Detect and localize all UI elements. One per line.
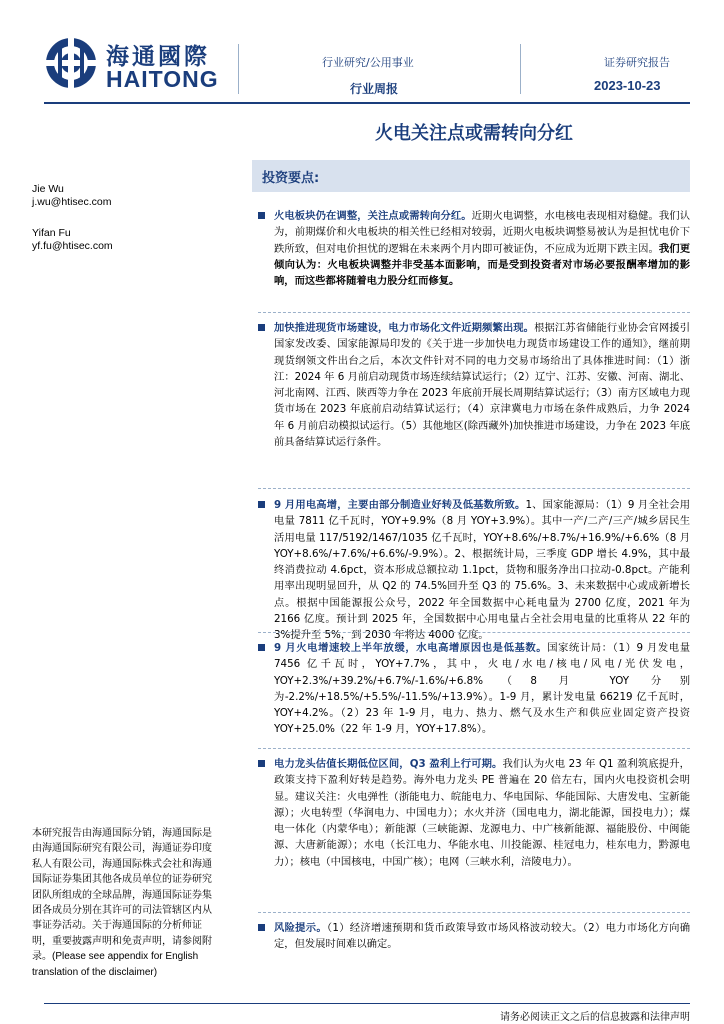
section-text: 1、国家能源局：（1）9 月全社会用电量 7811 亿千瓦时，YOY+9.9%（8 月 YOY+3.9%）。其中一产/二产/三产/城乡居民生活用电量 117/5192/1467/1035 亿千瓦时，YOY+8.6%/+8.7%/+16.9%/+6.6%（8 月 YOY+8.6%/+7.6%/+6.6%/-9.9%）。2、根据统计局，三季度 GDP 增长 4.9%，其中最终消费拉动 4.6pct，资本形成总额拉动 1.1pct，货物和服务净出口拉动-0.8pct。产能利用率出现明显回升，从 Q2 的 74.5%回升至 Q3 的 75.6%。3、未来数据中心或成新增长点。根据中国能源报公众号，2022 年全国数据中心耗电量为 2700 亿度，2021 年为 2166 亿度。预计到 2025 年，全国数据中心用电量占全社会用电量的比重将从 22 年的 3%提升至 5%，到 2030 年将达 4000 亿度。 [274, 499, 690, 642]
section-heading: 9 月用电高增，主要由部分制造业好转及低基数所致。 [274, 499, 526, 511]
author-email[interactable]: j.wu@htisec.com [32, 196, 112, 208]
haitong-logo-icon [44, 36, 98, 90]
report-category: 行业研究/公用事业 [322, 56, 414, 69]
section-text: 根据江苏省储能行业协会官网援引国家发改委、国家能源局印发的《关于进一步加快电力现货市场建设工作的通知》，继前期现货纲领文件出台之后，本次文件针对不同的电力交易市场给出了具体推进时间：（1）浙江：2024 年 6 月前启动现货市场连续结算试运行；（2）辽宁、江苏、安徽、河南、湖北、河北南网、江西、陕西等力争在 2023 年底前开展长周期结算试运行；（3）南方区域电力现货市场在 2023 年底前启动结算试运行；（4）京津冀电力市场在条件成熟后，力争 2024 年 6 月前启动模拟试运行。（5）其他地区(除西藏外)加快推进市场建设，力争在 2023 年底前具备结算试运行条件。 [274, 322, 691, 449]
investment-highlights-label: 投资要点: [262, 171, 320, 186]
author [32, 183, 113, 209]
section-heading: 电力龙头估值长期低位区间，Q3 盈利上行可期。 [274, 758, 503, 770]
section-body [274, 640, 690, 738]
square-bullet-icon [258, 760, 265, 767]
disclaimer-english: (Please see appendix for English translation of the disclaimer) [32, 951, 199, 978]
square-bullet-icon [258, 501, 265, 508]
square-bullet-icon [258, 644, 265, 651]
section-divider [258, 488, 690, 489]
section-body [274, 208, 690, 289]
author-list [32, 183, 113, 271]
author [32, 227, 113, 253]
highlight-section [258, 756, 690, 870]
square-bullet-icon [258, 924, 265, 931]
section-text: 近期火电调整，水电核电表现相对稳健。我们认为，前期煤价和火电板块的相关性已经相对较弱，近期火电板块调整易被认为是担忧电价下跌所致，但对电价担忧的逻辑在未来两个月内即可被证伪，不应成为近期下跌主因。 [274, 210, 691, 255]
header-divider [520, 44, 521, 94]
section-body [274, 920, 690, 953]
highlight-section [258, 640, 690, 738]
report-header [0, 0, 724, 110]
section-body [274, 320, 690, 450]
report-type: 证券研究报告 [604, 56, 670, 69]
disclaimer-note [32, 826, 212, 980]
section-divider [258, 748, 690, 749]
section-body [274, 497, 690, 644]
disclaimer-chinese: 本研究报告由海通国际分销，海通国际是由海通国际研究有限公司，海通证券印度私人有限公司，海通国际株式会社和海通国际证券集团其他各成员单位的证券研究团队所组成的全球品牌，海通国际证券集团各成员分别在其许可的司法管辖区内从事证券活动。关于海通国际的分析师证明，重要披露声明和免责声明，请参阅附录。 [32, 828, 212, 963]
section-heading: 火电板块仍在调整，关注点或需转向分红。 [274, 210, 472, 222]
highlight-section [258, 320, 690, 450]
square-bullet-icon [258, 212, 265, 219]
section-heading: 加快推进现货市场建设，电力市场化文件近期频繁出现。 [274, 322, 535, 334]
author-email[interactable]: yf.fu@htisec.com [32, 240, 113, 252]
author-name: Yifan Fu [32, 227, 71, 239]
section-text: 我们认为火电 23 年 Q1 盈利筑底提升，政策支持下盈利好转是趋势。海外电力龙头 PE 普遍在 20 倍左右，国内火电投资机会明显。建议关注：火电弹性（浙能电力、皖能电力、华电国际、华能国际、大唐发电、宝新能源）；火电转型（华润电力、中国电力）；水火并济（国电电力，湖北能源，国投电力）；煤电一体化（内蒙华电）；新能源（三峡能源、龙源电力、中广核新能源、福能股份、中闽能源、大唐新能源）；水电（长江电力、华能水电、川投能源、桂冠电力，桂东电力，黔源电力）；核电（中国核电，中国广核）；电网（三峡水利，涪陵电力）。 [274, 758, 690, 868]
section-heading: 9 月火电增速较上半年放缓，水电高增原因也是低基数。 [274, 642, 548, 654]
square-bullet-icon [258, 324, 265, 331]
header-divider [238, 44, 239, 94]
report-title: 火电关注点或需转向分红 [375, 123, 573, 144]
highlight-section [258, 208, 690, 289]
section-divider [258, 912, 690, 913]
logo-chinese-name: 海通國際 [106, 44, 210, 70]
report-kind: 行业周报 [350, 82, 399, 96]
section-text: （1）经济增速预期和货币政策导致市场风格波动较大。（2）电力市场化方向确定，但发展时间难以确定。 [274, 922, 690, 951]
section-divider [258, 632, 690, 633]
highlight-section [258, 920, 690, 953]
section-body [274, 756, 690, 870]
logo-english-name: HAITONG [106, 66, 219, 92]
highlight-section [258, 497, 690, 644]
footer-rule [44, 1003, 690, 1004]
author-name: Jie Wu [32, 183, 64, 195]
section-emphasis: 我们更倾向认为：火电板块调整并非受基本面影响，而是受到投资者对市场必要报酬率增加的影响，而这些都将随着电力股分红而修复。 [274, 242, 691, 288]
footer-notice: 请务必阅读正文之后的信息披露和法律声明 [500, 1012, 690, 1023]
header-rule [44, 102, 690, 104]
section-heading: 风险提示。 [274, 922, 327, 934]
section-divider [258, 312, 690, 313]
report-date: 2023-10-23 [594, 78, 661, 93]
section-text: 国家统计局：（1）9 月发电量 7456 亿千瓦时，YOY+7.7%，其中，火电/水电/核电/风电/光伏发电，YOY+2.3%/+39.2%/+6.7%/-1.6%/+6.8%（8 月 YOY 分别为-2.2%/+18.5%/+5.5%/-11.5%/+13.9%）。1-9 月，累计发电量 66219 亿千瓦时，YOY+4.2%。（2）23 年 1-9 月，电力、热力、燃气及水生产和供应业固定资产投资 YOY+25.0%（22 年 1-9 月，YOY+17.8%）。 [274, 642, 691, 736]
